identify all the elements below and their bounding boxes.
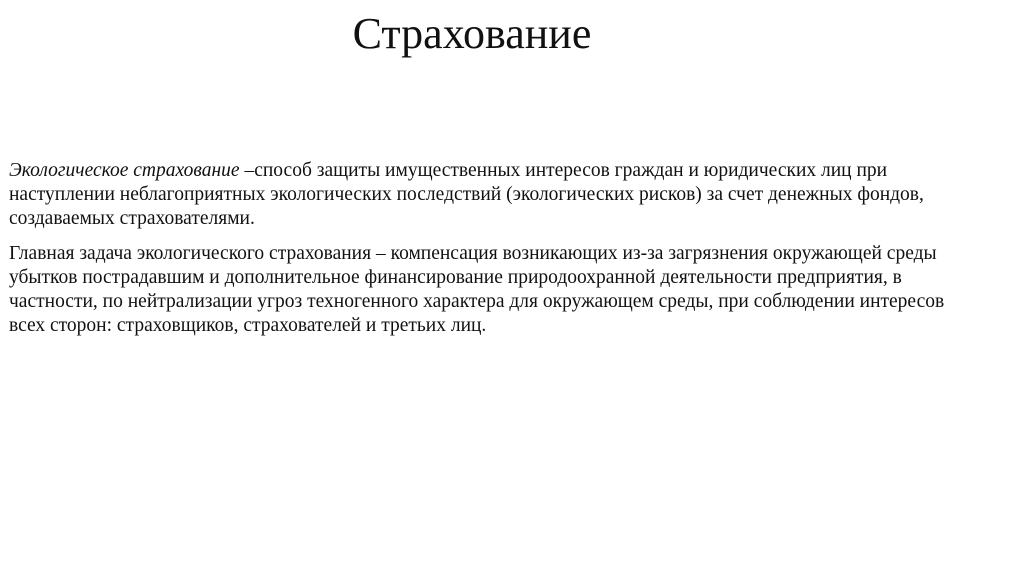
definition-text: –способ защиты имущественных интересов граждан и юридических лиц при наступлении неблагоприятных экологических последствий (экологических рисков) за счет денежных фондов, создаваемых страхователями. [9,160,924,229]
main-task-paragraph: Главная задача экологического страхования – компенсация возникающих из-за загрязнения окружающей среды убытков пострадавшим и дополнительное финансирование природоохранной деятельности предприятия, в частности, по нейтрализации угроз техногенного характера для окружающем среды, при соблюдении интересов всех сторон: страховщиков, страхователей и третьих лиц. [9,243,945,336]
definition-paragraph [9,159,969,231]
slide-content [9,159,969,349]
slide-title: Страхование [352,9,592,58]
definition-term: Экологическое страхование [9,160,240,181]
